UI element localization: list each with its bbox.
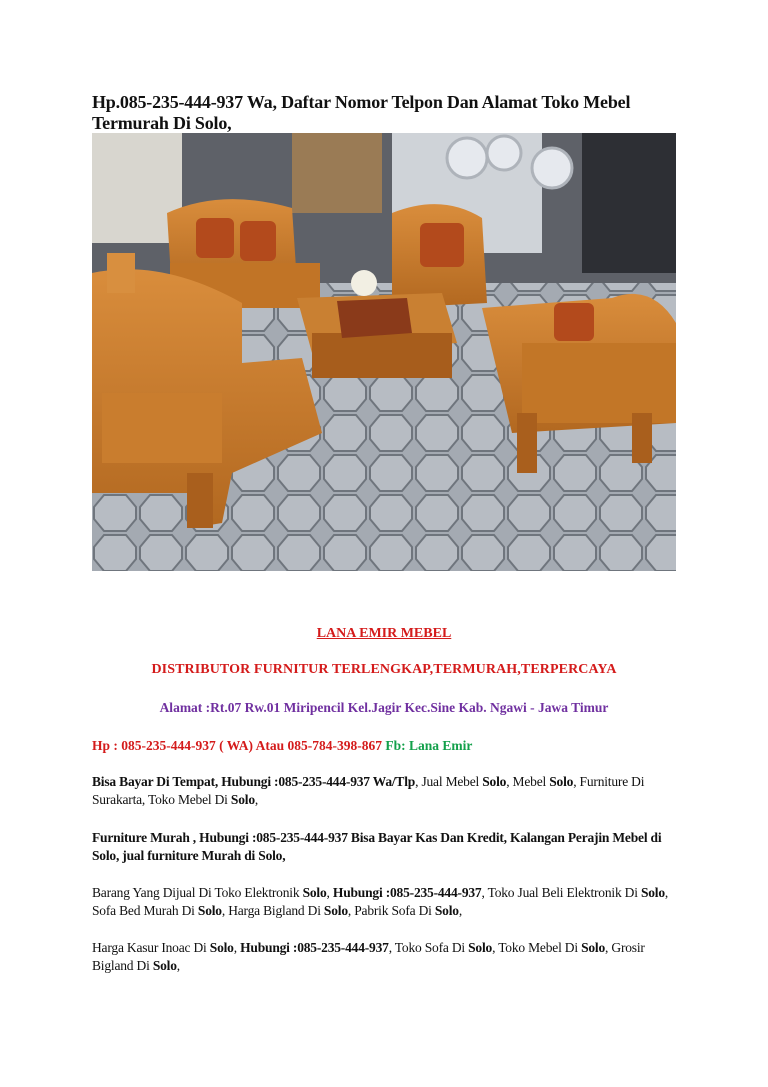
p4-segment: ,	[233, 940, 241, 955]
p1-segment: Solo	[482, 774, 507, 789]
p3-segment: , Pabrik Sofa Di	[347, 903, 435, 918]
p4-segment: Solo	[581, 940, 606, 955]
p3-segment: , Toko Jual Beli Elektronik Di	[481, 885, 641, 900]
p3-segment: Hubungi :085-235-444-937	[332, 885, 482, 900]
p3-segment: , Harga Bigland Di	[221, 903, 324, 918]
p4-segment: , Grosir Bigland Di	[92, 940, 645, 973]
p1-segment: Solo	[549, 774, 574, 789]
p3-segment: Solo	[434, 903, 459, 918]
contact-line	[92, 738, 472, 754]
brand-name: LANA EMIR MEBEL	[316, 626, 452, 641]
p3-segment: Solo	[197, 903, 222, 918]
p4-segment: Solo	[468, 940, 493, 955]
tagline: DISTRIBUTOR FURNITUR TERLENGKAP,TERMURAH,TERPERCAYA	[151, 662, 617, 677]
p1-segment: , Mebel	[506, 774, 550, 789]
paragraph-2: Furniture Murah , Hubungi :085-235-444-937 Bisa Bayar Kas Dan Kredit, Kalangan Perajin Mebel di Solo, jual furniture Murah di Solo,	[92, 830, 662, 863]
p3-segment: Solo	[323, 903, 348, 918]
phone-numbers: Hp : 085-235-444-937 ( WA) Atau 085-784-398-867	[92, 738, 386, 753]
p4-segment: Hubungi :085-235-444-937	[240, 940, 389, 955]
p1-segment: , Jual Mebel	[415, 774, 483, 789]
paragraph-1	[92, 773, 682, 809]
page-title: Hp.085-235-444-937 Wa, Daftar Nomor Telpon Dan Alamat Toko Mebel Termurah Di Solo,	[92, 92, 631, 133]
p3-segment: Barang Yang Dijual Di Toko Elektronik	[92, 885, 303, 900]
p4-segment: , Toko Mebel Di	[492, 940, 582, 955]
p4-segment: , Toko Sofa Di	[388, 940, 469, 955]
p4-segment: Solo	[152, 958, 177, 973]
p3-segment: ,	[326, 885, 333, 900]
facebook-handle: Fb: Lana Emir	[385, 738, 473, 753]
furniture-photo-icon	[92, 133, 676, 571]
p4-segment: Harga Kasur Inoac Di	[92, 940, 210, 955]
p1-segment: Solo	[230, 792, 255, 807]
p4-segment: ,	[176, 958, 180, 973]
address: Alamat :Rt.07 Rw.01 Miripencil Kel.Jagir Kec.Sine Kab. Ngawi - Jawa Timur	[159, 700, 609, 715]
p1-segment: ,	[254, 792, 259, 807]
p3-segment: Solo	[302, 885, 327, 900]
furniture-photo	[92, 133, 676, 571]
p3-segment: , Sofa Bed Murah Di	[92, 885, 669, 918]
p1-segment: Bisa Bayar Di Tempat, Hubungi :085-235-444-937 Wa/Tlp	[92, 774, 416, 789]
p3-segment: ,	[458, 903, 463, 918]
paragraph-3	[92, 884, 682, 920]
p4-segment: Solo	[209, 940, 234, 955]
p3-segment: Solo	[640, 885, 665, 900]
paragraph-4	[92, 939, 682, 975]
p1-segment: , Furniture Di Surakarta, Toko Mebel Di	[92, 774, 645, 807]
